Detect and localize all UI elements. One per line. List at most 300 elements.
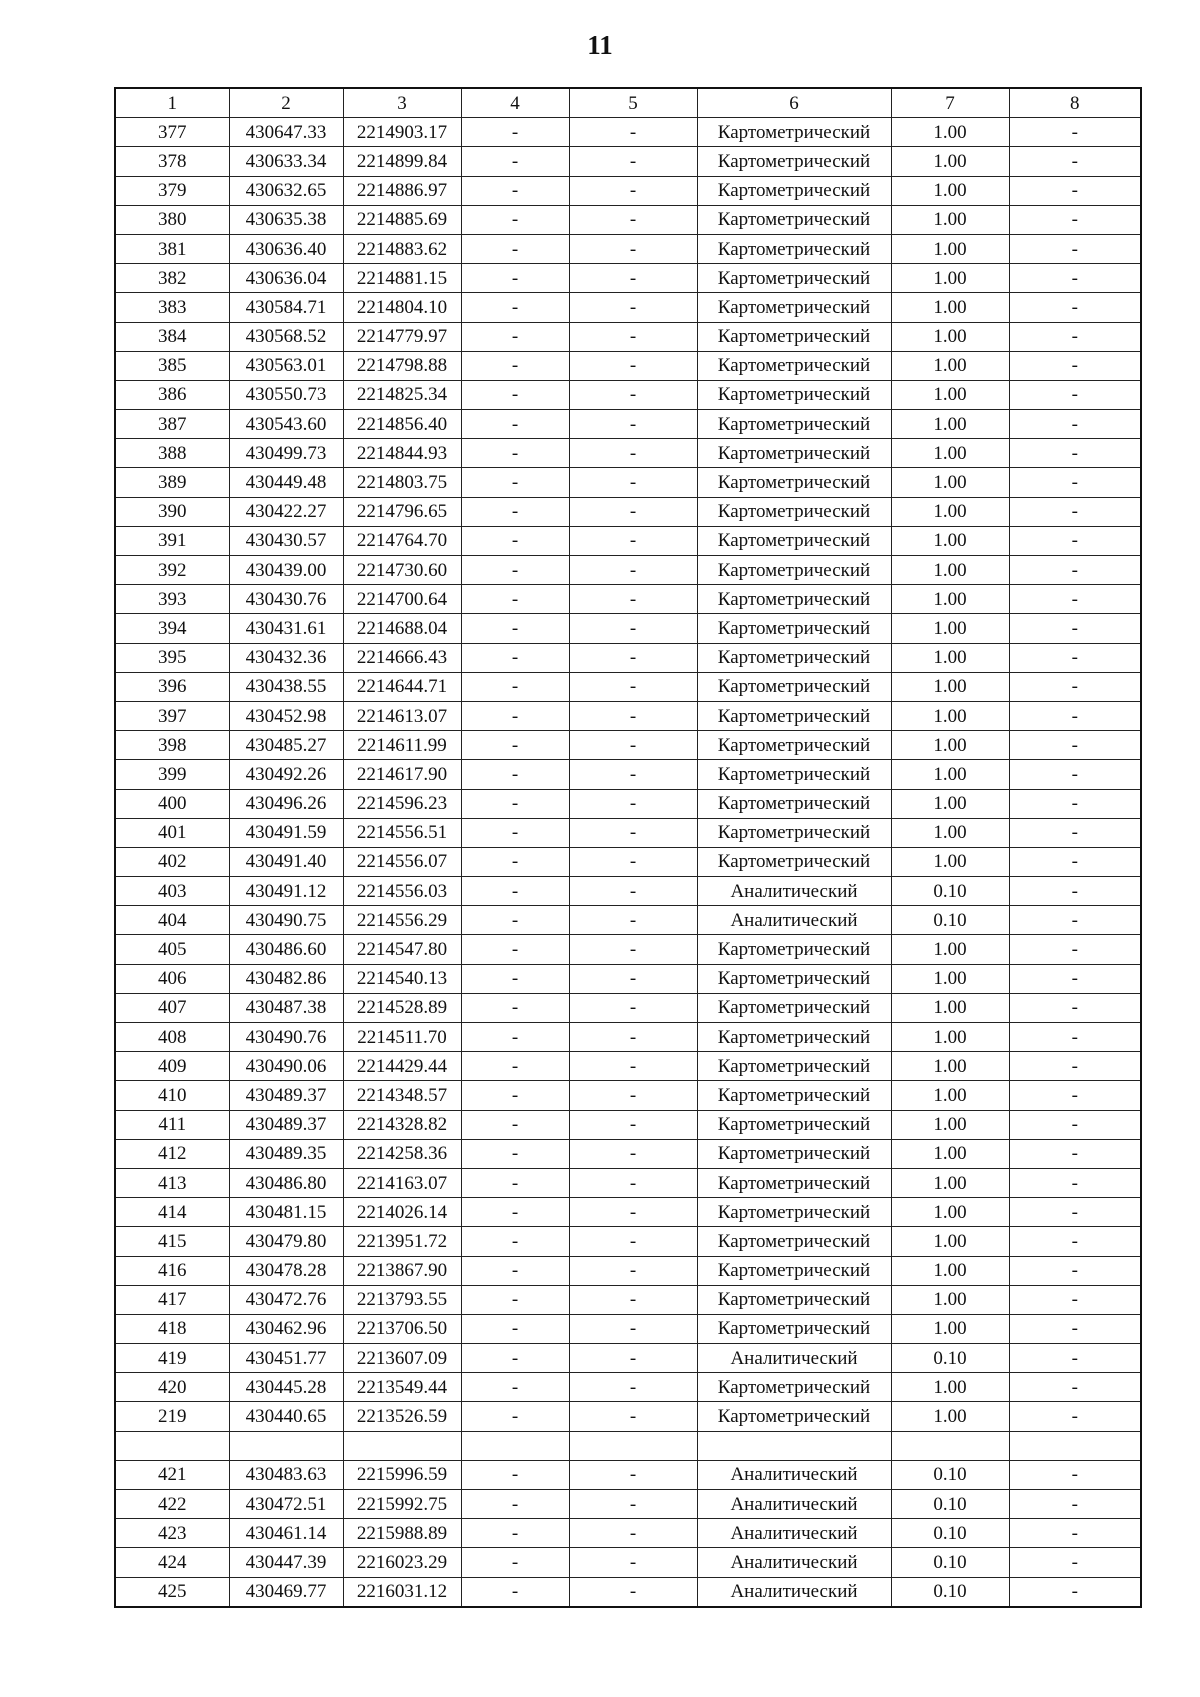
col4-cell: - xyxy=(461,526,569,555)
col4-cell: - xyxy=(461,176,569,205)
y-coordinate-cell: 2214617.90 xyxy=(343,760,461,789)
accuracy-cell: 0.10 xyxy=(891,1519,1009,1548)
col5-cell: - xyxy=(569,993,697,1022)
y-coordinate-cell: 2216023.29 xyxy=(343,1548,461,1577)
method-cell: Картометрический xyxy=(697,118,891,147)
table-row xyxy=(115,205,1141,234)
accuracy-cell: 1.00 xyxy=(891,1256,1009,1285)
col5-cell: - xyxy=(569,906,697,935)
table-row xyxy=(115,1490,1141,1519)
accuracy-cell: 1.00 xyxy=(891,526,1009,555)
accuracy-cell: 0.10 xyxy=(891,1548,1009,1577)
accuracy-cell: 0.10 xyxy=(891,1577,1009,1607)
y-coordinate-cell: 2214804.10 xyxy=(343,293,461,322)
x-coordinate-cell: 430432.36 xyxy=(229,643,343,672)
table-row xyxy=(115,964,1141,993)
column-header-2: 2 xyxy=(229,88,343,118)
col5-cell: - xyxy=(569,439,697,468)
col5-cell: - xyxy=(569,1081,697,1110)
method-cell: Картометрический xyxy=(697,1023,891,1052)
x-coordinate-cell: 430635.38 xyxy=(229,205,343,234)
y-coordinate-cell: 2214844.93 xyxy=(343,439,461,468)
method-cell: Картометрический xyxy=(697,993,891,1022)
col8-cell: - xyxy=(1009,877,1141,906)
accuracy-cell: 0.10 xyxy=(891,877,1009,906)
accuracy-cell: 1.00 xyxy=(891,818,1009,847)
point-number-cell: 398 xyxy=(115,731,229,760)
col4-cell: - xyxy=(461,672,569,701)
col4-cell: - xyxy=(461,322,569,351)
x-coordinate-cell: 430636.40 xyxy=(229,234,343,263)
y-coordinate-cell: 2214803.75 xyxy=(343,468,461,497)
accuracy-cell: 1.00 xyxy=(891,1168,1009,1197)
col8-cell: - xyxy=(1009,176,1141,205)
col8-cell: - xyxy=(1009,789,1141,818)
method-cell: Картометрический xyxy=(697,497,891,526)
col5-cell: - xyxy=(569,147,697,176)
col5-cell: - xyxy=(569,410,697,439)
method-cell: Картометрический xyxy=(697,1402,891,1431)
y-coordinate-cell: 2214903.17 xyxy=(343,118,461,147)
method-cell: Картометрический xyxy=(697,293,891,322)
col5-cell: - xyxy=(569,1577,697,1607)
y-coordinate-cell: 2214796.65 xyxy=(343,497,461,526)
col5-cell: - xyxy=(569,1519,697,1548)
col8-cell: - xyxy=(1009,1344,1141,1373)
y-coordinate-cell: 2214163.07 xyxy=(343,1168,461,1197)
col4-cell: - xyxy=(461,1023,569,1052)
x-coordinate-cell: 430485.27 xyxy=(229,731,343,760)
table-row xyxy=(115,585,1141,614)
column-header-8: 8 xyxy=(1009,88,1141,118)
col5-cell: - xyxy=(569,380,697,409)
table-row xyxy=(115,439,1141,468)
table-row xyxy=(115,1460,1141,1489)
x-coordinate-cell: 430472.51 xyxy=(229,1490,343,1519)
col5-cell: - xyxy=(569,293,697,322)
col5-cell: - xyxy=(569,1198,697,1227)
col8-cell: - xyxy=(1009,118,1141,147)
accuracy-cell: 1.00 xyxy=(891,672,1009,701)
table-body xyxy=(115,118,1141,1607)
col4-cell: - xyxy=(461,643,569,672)
x-coordinate-cell: 430563.01 xyxy=(229,351,343,380)
col8-cell: - xyxy=(1009,731,1141,760)
table-row xyxy=(115,614,1141,643)
col8-cell xyxy=(1009,1431,1141,1460)
x-coordinate-cell: 430447.39 xyxy=(229,1548,343,1577)
x-coordinate-cell: 430440.65 xyxy=(229,1402,343,1431)
point-number-cell: 395 xyxy=(115,643,229,672)
x-coordinate-cell: 430491.59 xyxy=(229,818,343,847)
method-cell: Картометрический xyxy=(697,731,891,760)
method-cell: Картометрический xyxy=(697,556,891,585)
col5-cell: - xyxy=(569,526,697,555)
accuracy-cell: 1.00 xyxy=(891,847,1009,876)
point-number-cell: 388 xyxy=(115,439,229,468)
col4-cell: - xyxy=(461,760,569,789)
table-row xyxy=(115,818,1141,847)
col4-cell: - xyxy=(461,439,569,468)
accuracy-cell: 1.00 xyxy=(891,1314,1009,1343)
x-coordinate-cell: 430451.77 xyxy=(229,1344,343,1373)
x-coordinate-cell: 430461.14 xyxy=(229,1519,343,1548)
col8-cell: - xyxy=(1009,672,1141,701)
accuracy-cell: 1.00 xyxy=(891,585,1009,614)
x-coordinate-cell: 430543.60 xyxy=(229,410,343,439)
point-number-cell: 417 xyxy=(115,1285,229,1314)
point-number-cell: 393 xyxy=(115,585,229,614)
table-row xyxy=(115,1431,1141,1460)
point-number-cell: 389 xyxy=(115,468,229,497)
col8-cell: - xyxy=(1009,993,1141,1022)
method-cell: Картометрический xyxy=(697,847,891,876)
method-cell: Картометрический xyxy=(697,526,891,555)
col8-cell: - xyxy=(1009,1052,1141,1081)
y-coordinate-cell: 2213549.44 xyxy=(343,1373,461,1402)
col5-cell: - xyxy=(569,351,697,380)
col4-cell: - xyxy=(461,1052,569,1081)
accuracy-cell: 1.00 xyxy=(891,701,1009,730)
table-row xyxy=(115,322,1141,351)
col8-cell: - xyxy=(1009,1460,1141,1489)
y-coordinate-cell: 2214730.60 xyxy=(343,556,461,585)
y-coordinate-cell: 2214556.07 xyxy=(343,847,461,876)
col5-cell xyxy=(569,1431,697,1460)
point-number-cell: 412 xyxy=(115,1139,229,1168)
y-coordinate-cell xyxy=(343,1431,461,1460)
accuracy-cell: 0.10 xyxy=(891,906,1009,935)
y-coordinate-cell: 2214885.69 xyxy=(343,205,461,234)
point-number-cell: 391 xyxy=(115,526,229,555)
accuracy-cell: 0.10 xyxy=(891,1490,1009,1519)
y-coordinate-cell: 2214611.99 xyxy=(343,731,461,760)
column-header-4: 4 xyxy=(461,88,569,118)
col8-cell: - xyxy=(1009,701,1141,730)
method-cell: Картометрический xyxy=(697,1256,891,1285)
accuracy-cell: 1.00 xyxy=(891,789,1009,818)
accuracy-cell: 1.00 xyxy=(891,1052,1009,1081)
point-number-cell: 422 xyxy=(115,1490,229,1519)
accuracy-cell: 1.00 xyxy=(891,556,1009,585)
x-coordinate-cell: 430462.96 xyxy=(229,1314,343,1343)
point-number-cell: 411 xyxy=(115,1110,229,1139)
point-number-cell: 425 xyxy=(115,1577,229,1607)
accuracy-cell: 0.10 xyxy=(891,1344,1009,1373)
x-coordinate-cell: 430482.86 xyxy=(229,964,343,993)
x-coordinate-cell: 430486.60 xyxy=(229,935,343,964)
point-number-cell: 397 xyxy=(115,701,229,730)
col4-cell: - xyxy=(461,614,569,643)
y-coordinate-cell: 2214881.15 xyxy=(343,264,461,293)
method-cell: Аналитический xyxy=(697,1344,891,1373)
table-row xyxy=(115,1402,1141,1431)
col8-cell: - xyxy=(1009,906,1141,935)
y-coordinate-cell: 2213607.09 xyxy=(343,1344,461,1373)
y-coordinate-cell: 2214899.84 xyxy=(343,147,461,176)
y-coordinate-cell: 2214511.70 xyxy=(343,1023,461,1052)
page-number: 11 xyxy=(587,30,613,60)
method-cell: Картометрический xyxy=(697,1285,891,1314)
col4-cell: - xyxy=(461,877,569,906)
table-row xyxy=(115,789,1141,818)
col4-cell: - xyxy=(461,556,569,585)
x-coordinate-cell xyxy=(229,1431,343,1460)
method-cell: Картометрический xyxy=(697,1139,891,1168)
table-row xyxy=(115,410,1141,439)
col4-cell: - xyxy=(461,118,569,147)
col4-cell: - xyxy=(461,701,569,730)
x-coordinate-cell: 430472.76 xyxy=(229,1285,343,1314)
point-number-cell: 378 xyxy=(115,147,229,176)
table-row xyxy=(115,1519,1141,1548)
col5-cell: - xyxy=(569,176,697,205)
table-row xyxy=(115,1139,1141,1168)
col8-cell: - xyxy=(1009,1110,1141,1139)
x-coordinate-cell: 430490.06 xyxy=(229,1052,343,1081)
col5-cell: - xyxy=(569,1023,697,1052)
col8-cell: - xyxy=(1009,1402,1141,1431)
accuracy-cell: 1.00 xyxy=(891,205,1009,234)
col4-cell: - xyxy=(461,1460,569,1489)
col4-cell: - xyxy=(461,1402,569,1431)
y-coordinate-cell: 2214328.82 xyxy=(343,1110,461,1139)
col8-cell: - xyxy=(1009,234,1141,263)
accuracy-cell: 1.00 xyxy=(891,322,1009,351)
col4-cell: - xyxy=(461,585,569,614)
col8-cell: - xyxy=(1009,1548,1141,1577)
y-coordinate-cell: 2215988.89 xyxy=(343,1519,461,1548)
method-cell: Картометрический xyxy=(697,701,891,730)
y-coordinate-cell: 2213793.55 xyxy=(343,1285,461,1314)
y-coordinate-cell: 2214556.51 xyxy=(343,818,461,847)
table-row xyxy=(115,847,1141,876)
col8-cell: - xyxy=(1009,760,1141,789)
table-header xyxy=(115,88,1141,118)
table-row xyxy=(115,731,1141,760)
col5-cell: - xyxy=(569,789,697,818)
method-cell: Аналитический xyxy=(697,877,891,906)
col4-cell: - xyxy=(461,205,569,234)
point-number-cell: 394 xyxy=(115,614,229,643)
point-number-cell xyxy=(115,1431,229,1460)
table-row xyxy=(115,1373,1141,1402)
col5-cell: - xyxy=(569,1490,697,1519)
x-coordinate-cell: 430452.98 xyxy=(229,701,343,730)
y-coordinate-cell: 2214688.04 xyxy=(343,614,461,643)
accuracy-cell: 1.00 xyxy=(891,731,1009,760)
table-row xyxy=(115,176,1141,205)
point-number-cell: 416 xyxy=(115,1256,229,1285)
point-number-cell: 402 xyxy=(115,847,229,876)
col4-cell: - xyxy=(461,1373,569,1402)
accuracy-cell: 1.00 xyxy=(891,468,1009,497)
x-coordinate-cell: 430647.33 xyxy=(229,118,343,147)
method-cell: Аналитический xyxy=(697,1548,891,1577)
column-header-6: 6 xyxy=(697,88,891,118)
point-number-cell: 418 xyxy=(115,1314,229,1343)
method-cell: Аналитический xyxy=(697,1490,891,1519)
col8-cell: - xyxy=(1009,1198,1141,1227)
y-coordinate-cell: 2214764.70 xyxy=(343,526,461,555)
point-number-cell: 400 xyxy=(115,789,229,818)
x-coordinate-cell: 430489.35 xyxy=(229,1139,343,1168)
col5-cell: - xyxy=(569,585,697,614)
point-number-cell: 392 xyxy=(115,556,229,585)
x-coordinate-cell: 430445.28 xyxy=(229,1373,343,1402)
method-cell: Картометрический xyxy=(697,643,891,672)
col8-cell: - xyxy=(1009,818,1141,847)
y-coordinate-cell: 2214883.62 xyxy=(343,234,461,263)
y-coordinate-cell: 2214540.13 xyxy=(343,964,461,993)
accuracy-cell: 1.00 xyxy=(891,410,1009,439)
col5-cell: - xyxy=(569,1168,697,1197)
col5-cell: - xyxy=(569,1110,697,1139)
table-row xyxy=(115,147,1141,176)
column-header-3: 3 xyxy=(343,88,461,118)
method-cell: Картометрический xyxy=(697,351,891,380)
method-cell: Картометрический xyxy=(697,964,891,993)
table-row xyxy=(115,1577,1141,1607)
accuracy-cell: 1.00 xyxy=(891,614,1009,643)
point-number-cell: 384 xyxy=(115,322,229,351)
y-coordinate-cell: 2214026.14 xyxy=(343,1198,461,1227)
col4-cell: - xyxy=(461,1139,569,1168)
method-cell: Аналитический xyxy=(697,1460,891,1489)
point-number-cell: 385 xyxy=(115,351,229,380)
table-row xyxy=(115,993,1141,1022)
col5-cell: - xyxy=(569,643,697,672)
col4-cell: - xyxy=(461,1314,569,1343)
y-coordinate-cell: 2214596.23 xyxy=(343,789,461,818)
table-row xyxy=(115,497,1141,526)
point-number-cell: 219 xyxy=(115,1402,229,1431)
point-number-cell: 396 xyxy=(115,672,229,701)
method-cell: Картометрический xyxy=(697,234,891,263)
col8-cell: - xyxy=(1009,1577,1141,1607)
y-coordinate-cell: 2214798.88 xyxy=(343,351,461,380)
x-coordinate-cell: 430431.61 xyxy=(229,614,343,643)
accuracy-cell: 1.00 xyxy=(891,176,1009,205)
x-coordinate-cell: 430479.80 xyxy=(229,1227,343,1256)
x-coordinate-cell: 430491.12 xyxy=(229,877,343,906)
x-coordinate-cell: 430636.04 xyxy=(229,264,343,293)
table-row xyxy=(115,1110,1141,1139)
col8-cell: - xyxy=(1009,293,1141,322)
y-coordinate-cell: 2214348.57 xyxy=(343,1081,461,1110)
accuracy-cell: 1.00 xyxy=(891,760,1009,789)
accuracy-cell: 0.10 xyxy=(891,1460,1009,1489)
accuracy-cell: 1.00 xyxy=(891,497,1009,526)
x-coordinate-cell: 430487.38 xyxy=(229,993,343,1022)
accuracy-cell: 1.00 xyxy=(891,1139,1009,1168)
col4-cell: - xyxy=(461,1168,569,1197)
point-number-cell: 401 xyxy=(115,818,229,847)
method-cell xyxy=(697,1431,891,1460)
y-coordinate-cell: 2214547.80 xyxy=(343,935,461,964)
col5-cell: - xyxy=(569,1139,697,1168)
point-number-cell: 406 xyxy=(115,964,229,993)
method-cell: Картометрический xyxy=(697,1081,891,1110)
y-coordinate-cell: 2213706.50 xyxy=(343,1314,461,1343)
accuracy-cell: 1.00 xyxy=(891,234,1009,263)
point-number-cell: 410 xyxy=(115,1081,229,1110)
table-row xyxy=(115,1052,1141,1081)
method-cell: Картометрический xyxy=(697,935,891,964)
column-header-7: 7 xyxy=(891,88,1009,118)
col4-cell: - xyxy=(461,1344,569,1373)
method-cell: Картометрический xyxy=(697,1314,891,1343)
y-coordinate-cell: 2213951.72 xyxy=(343,1227,461,1256)
point-number-cell: 408 xyxy=(115,1023,229,1052)
method-cell: Картометрический xyxy=(697,439,891,468)
method-cell: Картометрический xyxy=(697,410,891,439)
col8-cell: - xyxy=(1009,1139,1141,1168)
col5-cell: - xyxy=(569,1402,697,1431)
y-coordinate-cell: 2214613.07 xyxy=(343,701,461,730)
x-coordinate-cell: 430438.55 xyxy=(229,672,343,701)
col5-cell: - xyxy=(569,731,697,760)
col5-cell: - xyxy=(569,935,697,964)
column-header-5: 5 xyxy=(569,88,697,118)
table-row xyxy=(115,526,1141,555)
table-row xyxy=(115,877,1141,906)
col4-cell: - xyxy=(461,1548,569,1577)
col8-cell: - xyxy=(1009,205,1141,234)
x-coordinate-cell: 430449.48 xyxy=(229,468,343,497)
accuracy-cell: 1.00 xyxy=(891,1081,1009,1110)
table-row xyxy=(115,1168,1141,1197)
accuracy-cell: 1.00 xyxy=(891,643,1009,672)
col8-cell: - xyxy=(1009,147,1141,176)
col5-cell: - xyxy=(569,1285,697,1314)
col8-cell: - xyxy=(1009,1285,1141,1314)
point-number-cell: 419 xyxy=(115,1344,229,1373)
x-coordinate-cell: 430550.73 xyxy=(229,380,343,409)
col8-cell: - xyxy=(1009,410,1141,439)
method-cell: Картометрический xyxy=(697,380,891,409)
coordinates-table xyxy=(114,87,1142,1608)
y-coordinate-cell: 2214258.36 xyxy=(343,1139,461,1168)
col8-cell: - xyxy=(1009,1314,1141,1343)
accuracy-cell: 1.00 xyxy=(891,264,1009,293)
col8-cell: - xyxy=(1009,1227,1141,1256)
point-number-cell: 383 xyxy=(115,293,229,322)
col8-cell: - xyxy=(1009,964,1141,993)
col4-cell: - xyxy=(461,1256,569,1285)
col5-cell: - xyxy=(569,1373,697,1402)
col4-cell: - xyxy=(461,147,569,176)
accuracy-cell: 1.00 xyxy=(891,935,1009,964)
table-row xyxy=(115,672,1141,701)
col5-cell: - xyxy=(569,1314,697,1343)
y-coordinate-cell: 2214556.29 xyxy=(343,906,461,935)
table-row xyxy=(115,760,1141,789)
x-coordinate-cell: 430469.77 xyxy=(229,1577,343,1607)
method-cell: Картометрический xyxy=(697,760,891,789)
method-cell: Картометрический xyxy=(697,818,891,847)
col5-cell: - xyxy=(569,322,697,351)
col5-cell: - xyxy=(569,497,697,526)
point-number-cell: 382 xyxy=(115,264,229,293)
point-number-cell: 381 xyxy=(115,234,229,263)
x-coordinate-cell: 430490.76 xyxy=(229,1023,343,1052)
x-coordinate-cell: 430491.40 xyxy=(229,847,343,876)
x-coordinate-cell: 430492.26 xyxy=(229,760,343,789)
x-coordinate-cell: 430496.26 xyxy=(229,789,343,818)
table-row xyxy=(115,701,1141,730)
table-row xyxy=(115,556,1141,585)
